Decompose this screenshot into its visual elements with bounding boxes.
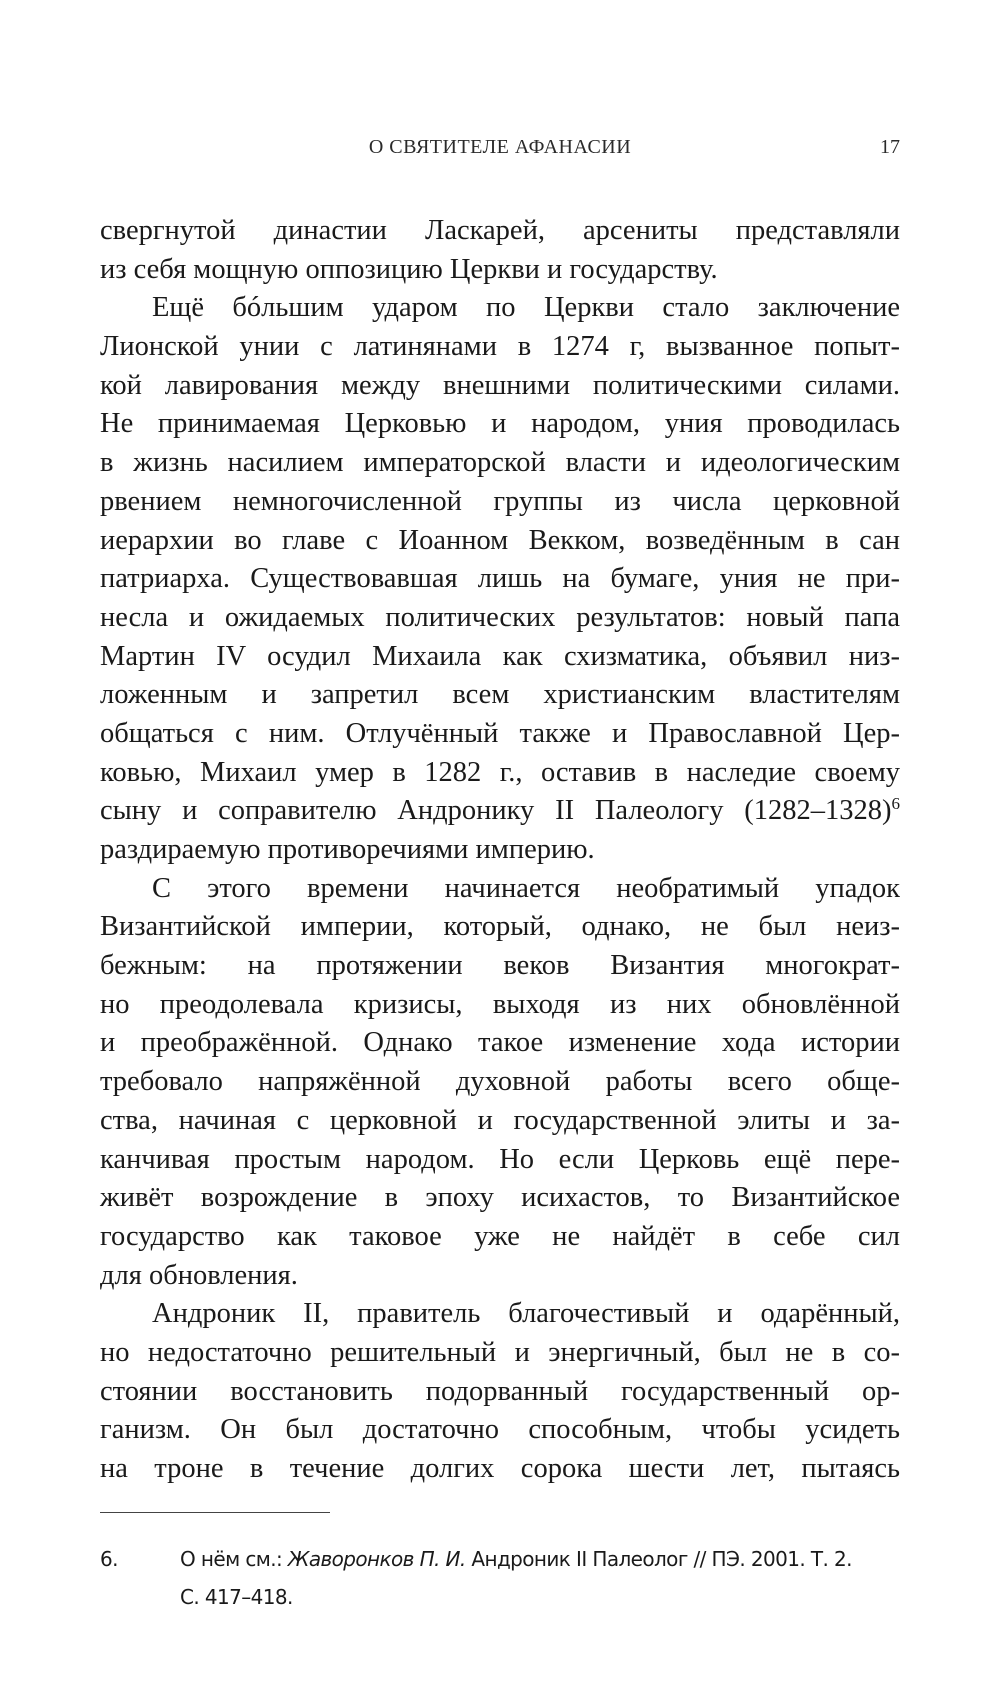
text-line-content: на троне в течение долгих сорока шести лет, пытаясь xyxy=(100,1453,900,1484)
text-line xyxy=(100,522,900,561)
text-line-content: кой лавирования между внешними политическими силами. xyxy=(100,369,900,401)
text-line xyxy=(100,1218,900,1257)
text-line xyxy=(100,754,900,793)
running-header-title: О СВЯТИТЕЛЕ АФАНАСИИ xyxy=(368,136,632,158)
footnote-prefix: О нём см.: xyxy=(180,1547,288,1571)
text-line xyxy=(100,444,900,483)
text-line-content: ства, начиная с церковной и государственной элиты и за- xyxy=(100,1104,900,1136)
text-line-content: рвением немногочисленной группы из числа церковной xyxy=(100,485,900,517)
text-line xyxy=(100,1102,900,1141)
text-line xyxy=(100,638,900,677)
text-line xyxy=(100,1295,900,1334)
text-line xyxy=(100,715,900,754)
text-line xyxy=(100,599,900,638)
text-line xyxy=(100,367,900,406)
text-line-content: свергнутой династии Ласкарей, арсениты представляли xyxy=(100,215,900,246)
text-line xyxy=(100,947,900,986)
text-line-content: живёт возрождение в эпоху исихастов, то Византийское xyxy=(100,1182,900,1214)
text-line-content: Лионской унии с латинянами в 1274 г, вызванное попыт- xyxy=(100,331,900,363)
footnote xyxy=(100,1540,900,1616)
text-line-content: ложенным и запретил всем христианским властителям xyxy=(100,679,900,711)
text-line-content: Византийской империи, который, однако, не был неиз- xyxy=(100,911,900,943)
text-line-content: бежным: на протяжении веков Византия многократ- xyxy=(100,950,900,982)
text-line-content: Андроник II, правитель благочестивый и одарённый, xyxy=(152,1298,900,1330)
text-line xyxy=(100,1257,900,1296)
text-line-content: для обновления. xyxy=(100,1259,298,1291)
text-line xyxy=(100,908,900,947)
footnote-divider xyxy=(100,1512,330,1513)
text-line xyxy=(100,289,900,328)
text-line-content: в жизнь насилием императорской власти и идеологическим xyxy=(100,447,900,479)
text-line-content: Не принимаемая Церковью и народом, уния проводилась xyxy=(100,408,900,440)
text-line xyxy=(100,986,900,1025)
text-line-content: раздираемую противоречиями империю. xyxy=(100,834,595,865)
text-line-content: сыну и соправителю Андронику II Палеологу (1282–1328) xyxy=(100,795,892,827)
text-line-content: патриарха. Существовавшая лишь на бумаге, уния не при- xyxy=(100,563,900,595)
text-line xyxy=(100,1373,900,1412)
text-line xyxy=(100,1450,900,1489)
text-line xyxy=(100,560,900,599)
text-line-content: но преодолевала кризисы, выходя из них обновлённой xyxy=(100,988,900,1020)
text-line-content: иерархии во главе с Иоанном Векком, возведённым в сан xyxy=(100,524,900,556)
text-line xyxy=(100,1024,900,1063)
page-number: 17 xyxy=(880,136,900,158)
text-line-content: требовало напряжённой духовной работы всего обще- xyxy=(100,1066,900,1098)
text-line-content: несла и ожидаемых политических результатов: новый папа xyxy=(100,601,900,633)
text-line-content: ганизм. Он был достаточно способным, чтобы усидеть xyxy=(100,1414,900,1446)
text-line xyxy=(100,405,900,444)
text-line-content: Ещё бóльшим ударом по Церкви стало заключение xyxy=(152,292,900,324)
footnote-citation: Андроник II Палеолог // ПЭ. 2001. Т. 2. xyxy=(465,1547,852,1571)
text-line-content: из себя мощную оппозицию Церкви и государству. xyxy=(100,253,718,285)
text-line-content: С этого времени начинается необратимый упадок xyxy=(152,872,900,904)
footnote-author: Жаворонков П. И. xyxy=(287,1547,466,1571)
text-line xyxy=(100,1334,900,1373)
footnote-reference[interactable]: 6 xyxy=(891,794,900,814)
text-line-content: стоянии восстановить подорванный государственный ор- xyxy=(100,1375,900,1407)
text-line-content: ковью, Михаил умер в 1282 г., оставив в наследие своему xyxy=(100,756,900,788)
footnote-number: 6. xyxy=(100,1547,118,1571)
text-line xyxy=(100,328,900,367)
text-line xyxy=(100,831,900,870)
text-line-content: Мартин IV осудил Михаила как схизматика, объявил низ- xyxy=(100,640,900,672)
text-line-content: общаться с ним. Отлучённый также и Православной Цер- xyxy=(100,717,900,749)
text-line-content: государство как таковое уже не найдёт в себе сил xyxy=(100,1220,900,1252)
text-line xyxy=(100,1179,900,1218)
text-line xyxy=(100,870,900,909)
text-line-content: но недостаточно решительный и энергичный, был не в со- xyxy=(100,1336,900,1368)
footnote-pages: С. 417–418. xyxy=(180,1585,293,1609)
text-line xyxy=(100,1063,900,1102)
text-line xyxy=(100,251,900,290)
text-line xyxy=(100,483,900,522)
body-text xyxy=(100,212,900,1489)
footnote-text xyxy=(180,1540,900,1616)
text-line xyxy=(100,1411,900,1450)
text-line xyxy=(100,792,900,831)
text-line-content: канчивая простым народом. Но если Церковь ещё пере- xyxy=(100,1143,900,1175)
text-line xyxy=(100,676,900,715)
text-line-content: и преображённой. Однако такое изменение хода истории xyxy=(100,1027,900,1059)
text-line xyxy=(100,212,900,251)
text-line xyxy=(100,1141,900,1180)
